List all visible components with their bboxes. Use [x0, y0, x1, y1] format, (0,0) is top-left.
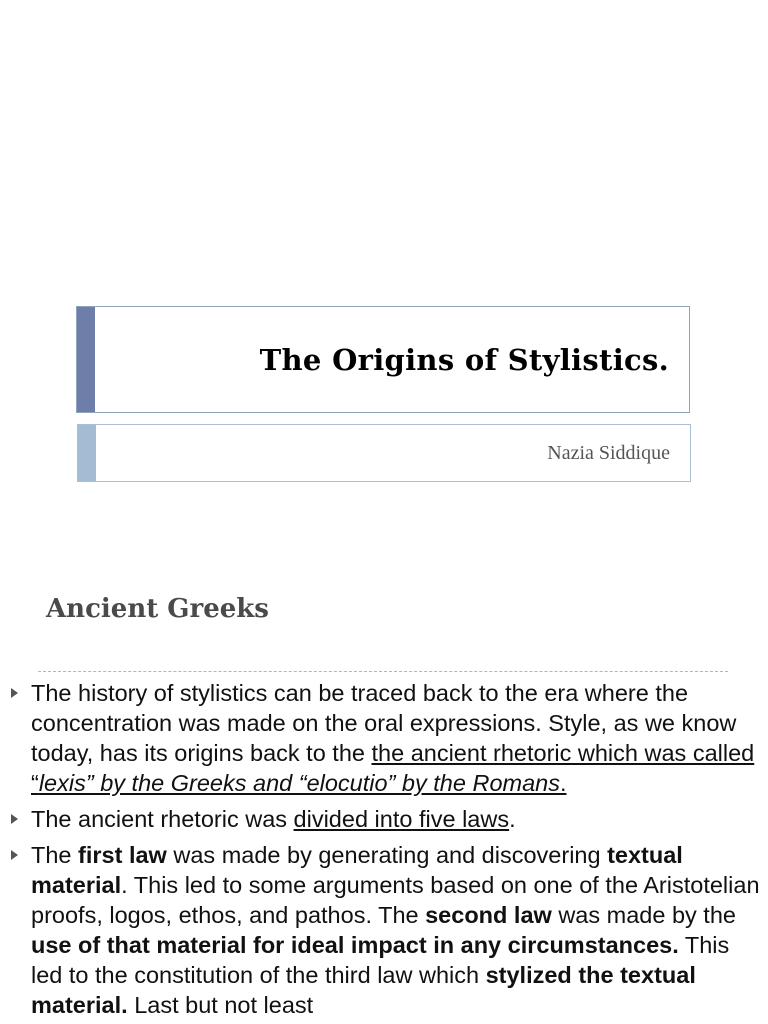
bullet-text-run: use of that material for ideal impact in any circumstances. [31, 932, 679, 958]
subtitle-box [77, 424, 691, 482]
bullet-text-run: Last but not least [127, 992, 314, 1018]
bullet-text-run: textual material [31, 842, 683, 898]
heading-divider [38, 671, 728, 672]
bullet-text-run: The [31, 842, 79, 868]
slide-title: The Origins of Stylistics. [259, 342, 669, 377]
bullet-text-run: . [509, 806, 516, 832]
bullet-item [8, 678, 760, 798]
bullet-text-run: stylized the textual material. [31, 962, 696, 1018]
bullet-text-run: second law [425, 902, 552, 928]
slide-subtitle: Nazia Siddique [547, 441, 670, 464]
bullet-text-run: The history of stylistics can be traced back to the era where the concentration was made on the oral expressions. Style, as we know today, has its origins back to the [31, 680, 737, 766]
bullet-item [8, 840, 760, 1020]
bullet-list [8, 678, 760, 1024]
bullet-arrow-icon [11, 688, 18, 698]
title-box [76, 306, 690, 413]
content-slide [0, 576, 768, 1024]
bullet-item [8, 804, 760, 834]
bullet-text-run: was made by generating and discovering [166, 842, 608, 868]
bullet-text-run: the ancient rhetoric which was called “ [31, 740, 755, 796]
bullet-text-run: This led to the constitution of the third law which [31, 932, 730, 988]
bullet-text-run: divided into five laws [293, 806, 510, 832]
bullet-text-run: lexis” by the Greeks and “elocutio” by the Romans [38, 770, 560, 796]
slide-heading: Ancient Greeks [46, 594, 269, 624]
bullet-text-run: . [559, 770, 567, 796]
bullet-arrow-icon [11, 850, 18, 860]
subtitle-accent-bar [78, 425, 96, 481]
bullet-text-run: The ancient rhetoric was [31, 806, 294, 832]
title-accent-bar [77, 307, 95, 412]
bullet-text-run: first law [78, 842, 167, 868]
bullet-text-run: was made by the [551, 902, 736, 928]
bullet-text-run: . This led to some arguments based on one of the Aristotelian proofs, logos, ethos, and pathos. The [31, 872, 760, 928]
bullet-arrow-icon [11, 814, 18, 824]
